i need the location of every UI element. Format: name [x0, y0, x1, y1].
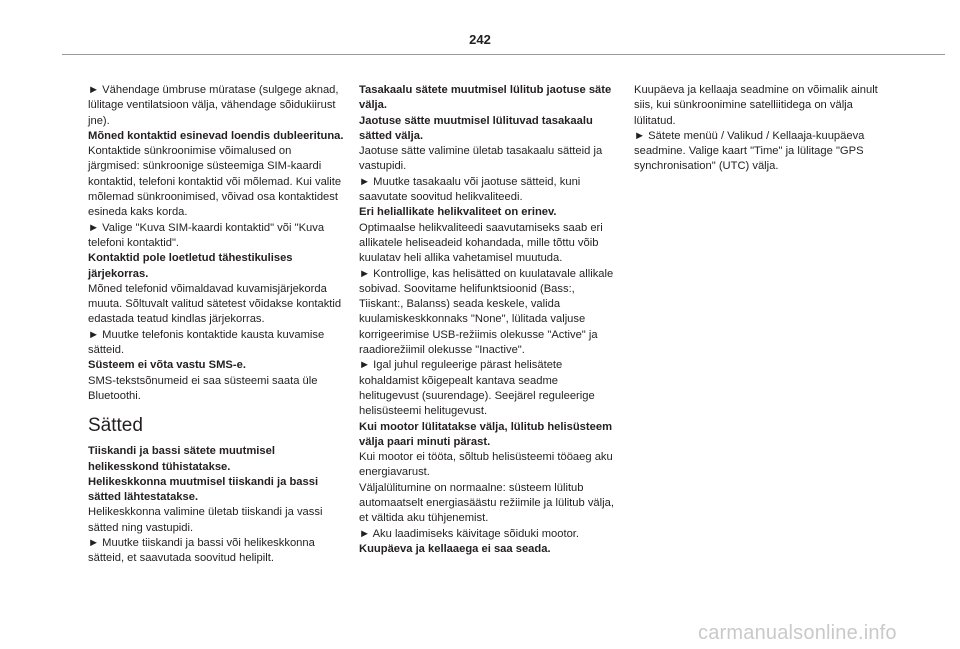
bold-paragraph: Kui mootor lülitatakse välja, lülitub helisüsteem välja paari minuti pärast. — [359, 420, 613, 448]
watermark: carmanualsonline.info — [698, 622, 897, 644]
paragraph: ► Vähendage ümbruse müratase (sulgege aknad, lülitage ventilatsioon välja, vähendage sõidukiirust jne). — [88, 84, 339, 127]
bold-paragraph: Jaotuse sätte muutmisel lülituvad tasakaalu sätted välja. — [359, 114, 593, 142]
paragraph: Jaotuse sätte valimine ületab tasakaalu sätteid ja vastupidi. — [359, 145, 603, 173]
paragraph: ► Muutke tiiskandi ja bassi või helikeskkonna sätteid, et saavutada soovitud helipilt. — [88, 537, 315, 565]
paragraph: Väljalülitumine on normaalne: süsteem lülitub automaatselt energiasäästu režiimile ja lülitub välja, et vältida aku tühjenemist. — [359, 481, 614, 525]
bold-paragraph: Tiiskandi ja bassi sätete muutmisel helikesskond tühistatakse. — [88, 445, 275, 473]
paragraph: ► Igal juhul reguleerige pärast helisätete kohaldamist kõigepealt kantava seadme helitugevust (suurendage). Seejärel reguleerige helisüsteemi helitugevust. — [359, 359, 595, 418]
column-1 — [88, 83, 346, 567]
paragraph: ► Muutke telefonis kontaktide kausta kuvamise sätteid. — [88, 328, 325, 357]
bold-paragraph: Kuupäeva ja kellaaega ei saa seada. — [359, 542, 551, 555]
paragraph: ► Sätete menüü / Valikud / Kellaaja-kuupäeva seadmine. Valige kaart "Time" ja lülitage "GPS synchronisation" (UTC) välja. — [634, 129, 865, 173]
paragraph: Kuupäeva ja kellaaja seadmine on võimalik ainult siis, kui sünkroonimine satelliitidega on välja lülitatud. — [634, 84, 878, 127]
section-heading: Sätted — [88, 415, 143, 437]
paragraph: Optimaalse helikvaliteedi saavutamiseks saab eri allikatele heliseadeid kohandada, mille tõttu võib kuulatav heli allika vahetamisel muutuda. — [359, 221, 603, 265]
paragraph: ► Aku laadimiseks käivitage sõiduki mootor. — [359, 527, 580, 540]
page-number: 242 — [469, 32, 491, 47]
paragraph: ► Kontrollige, kas helisätted on kuulatavale allikale sobivad. Soovitame helifunktsioonid (Bass:, Tiiskant:, Balanss) seada keskele, valida kuulamiskeskkonnaks "None", lülitada valjuse korrigeerimise USB-režiimis olekusse "Active" ja raadiorežiimil olekusse "Inactive". — [359, 267, 614, 357]
bold-paragraph: Süsteem ei võta vastu SMS-e. — [88, 359, 246, 372]
bold-paragraph: Kontaktid pole loetletud tähestikulises järjekorras. — [88, 252, 293, 280]
paragraph: Kui mootor ei tööta, sõltub helisüsteemi tööaeg aku energiavarust. — [359, 451, 613, 479]
bold-paragraph: Mõned kontaktid esinevad loendis dubleerituna. — [88, 129, 344, 142]
column-3 — [634, 83, 892, 175]
paragraph: Helikeskkonna valimine ületab tiiskandi ja vassi sätted ning vastupidi. — [88, 506, 323, 534]
paragraph: SMS-tekstsõnumeid ei saa süsteemi saata üle Bluetoothi. — [88, 374, 318, 402]
paragraph: ► Valige "Kuva SIM-kaardi kontaktid" või "Kuva telefoni kontaktid". — [88, 221, 325, 249]
bold-paragraph: Tasakaalu sätete muutmisel lülitub jaotuse säte välja. — [359, 84, 612, 112]
paragraph: ► Muutke tasakaalu või jaotuse sätteid, kuni saavutate soovitud helikvaliteedi. — [359, 175, 581, 204]
paragraph: Mõned telefonid võimaldavad kuvamisjärjekorda muuta. Sõltuvalt valitud sätetest võidakse kontaktid edastada teatud kindlas järjekorras. — [88, 282, 342, 326]
bold-paragraph: Helikeskkonna muutmisel tiiskandi ja bassi sätted lähtestatakse. — [88, 475, 319, 504]
column-2 — [359, 83, 617, 557]
bold-paragraph: Eri heliallikate helikvaliteet on erinev. — [359, 206, 557, 219]
paragraph: Kontaktide sünkroonimise võimalused on järgmised: sünkroonige süsteemiga SIM-kaardi kontaktid, telefoni kontaktid või mõlemad. Kui valite mõlemad sünkroonimised, võivad osa kontaktidest esineda kaks korda. — [88, 145, 342, 219]
header-rule — [62, 54, 945, 55]
